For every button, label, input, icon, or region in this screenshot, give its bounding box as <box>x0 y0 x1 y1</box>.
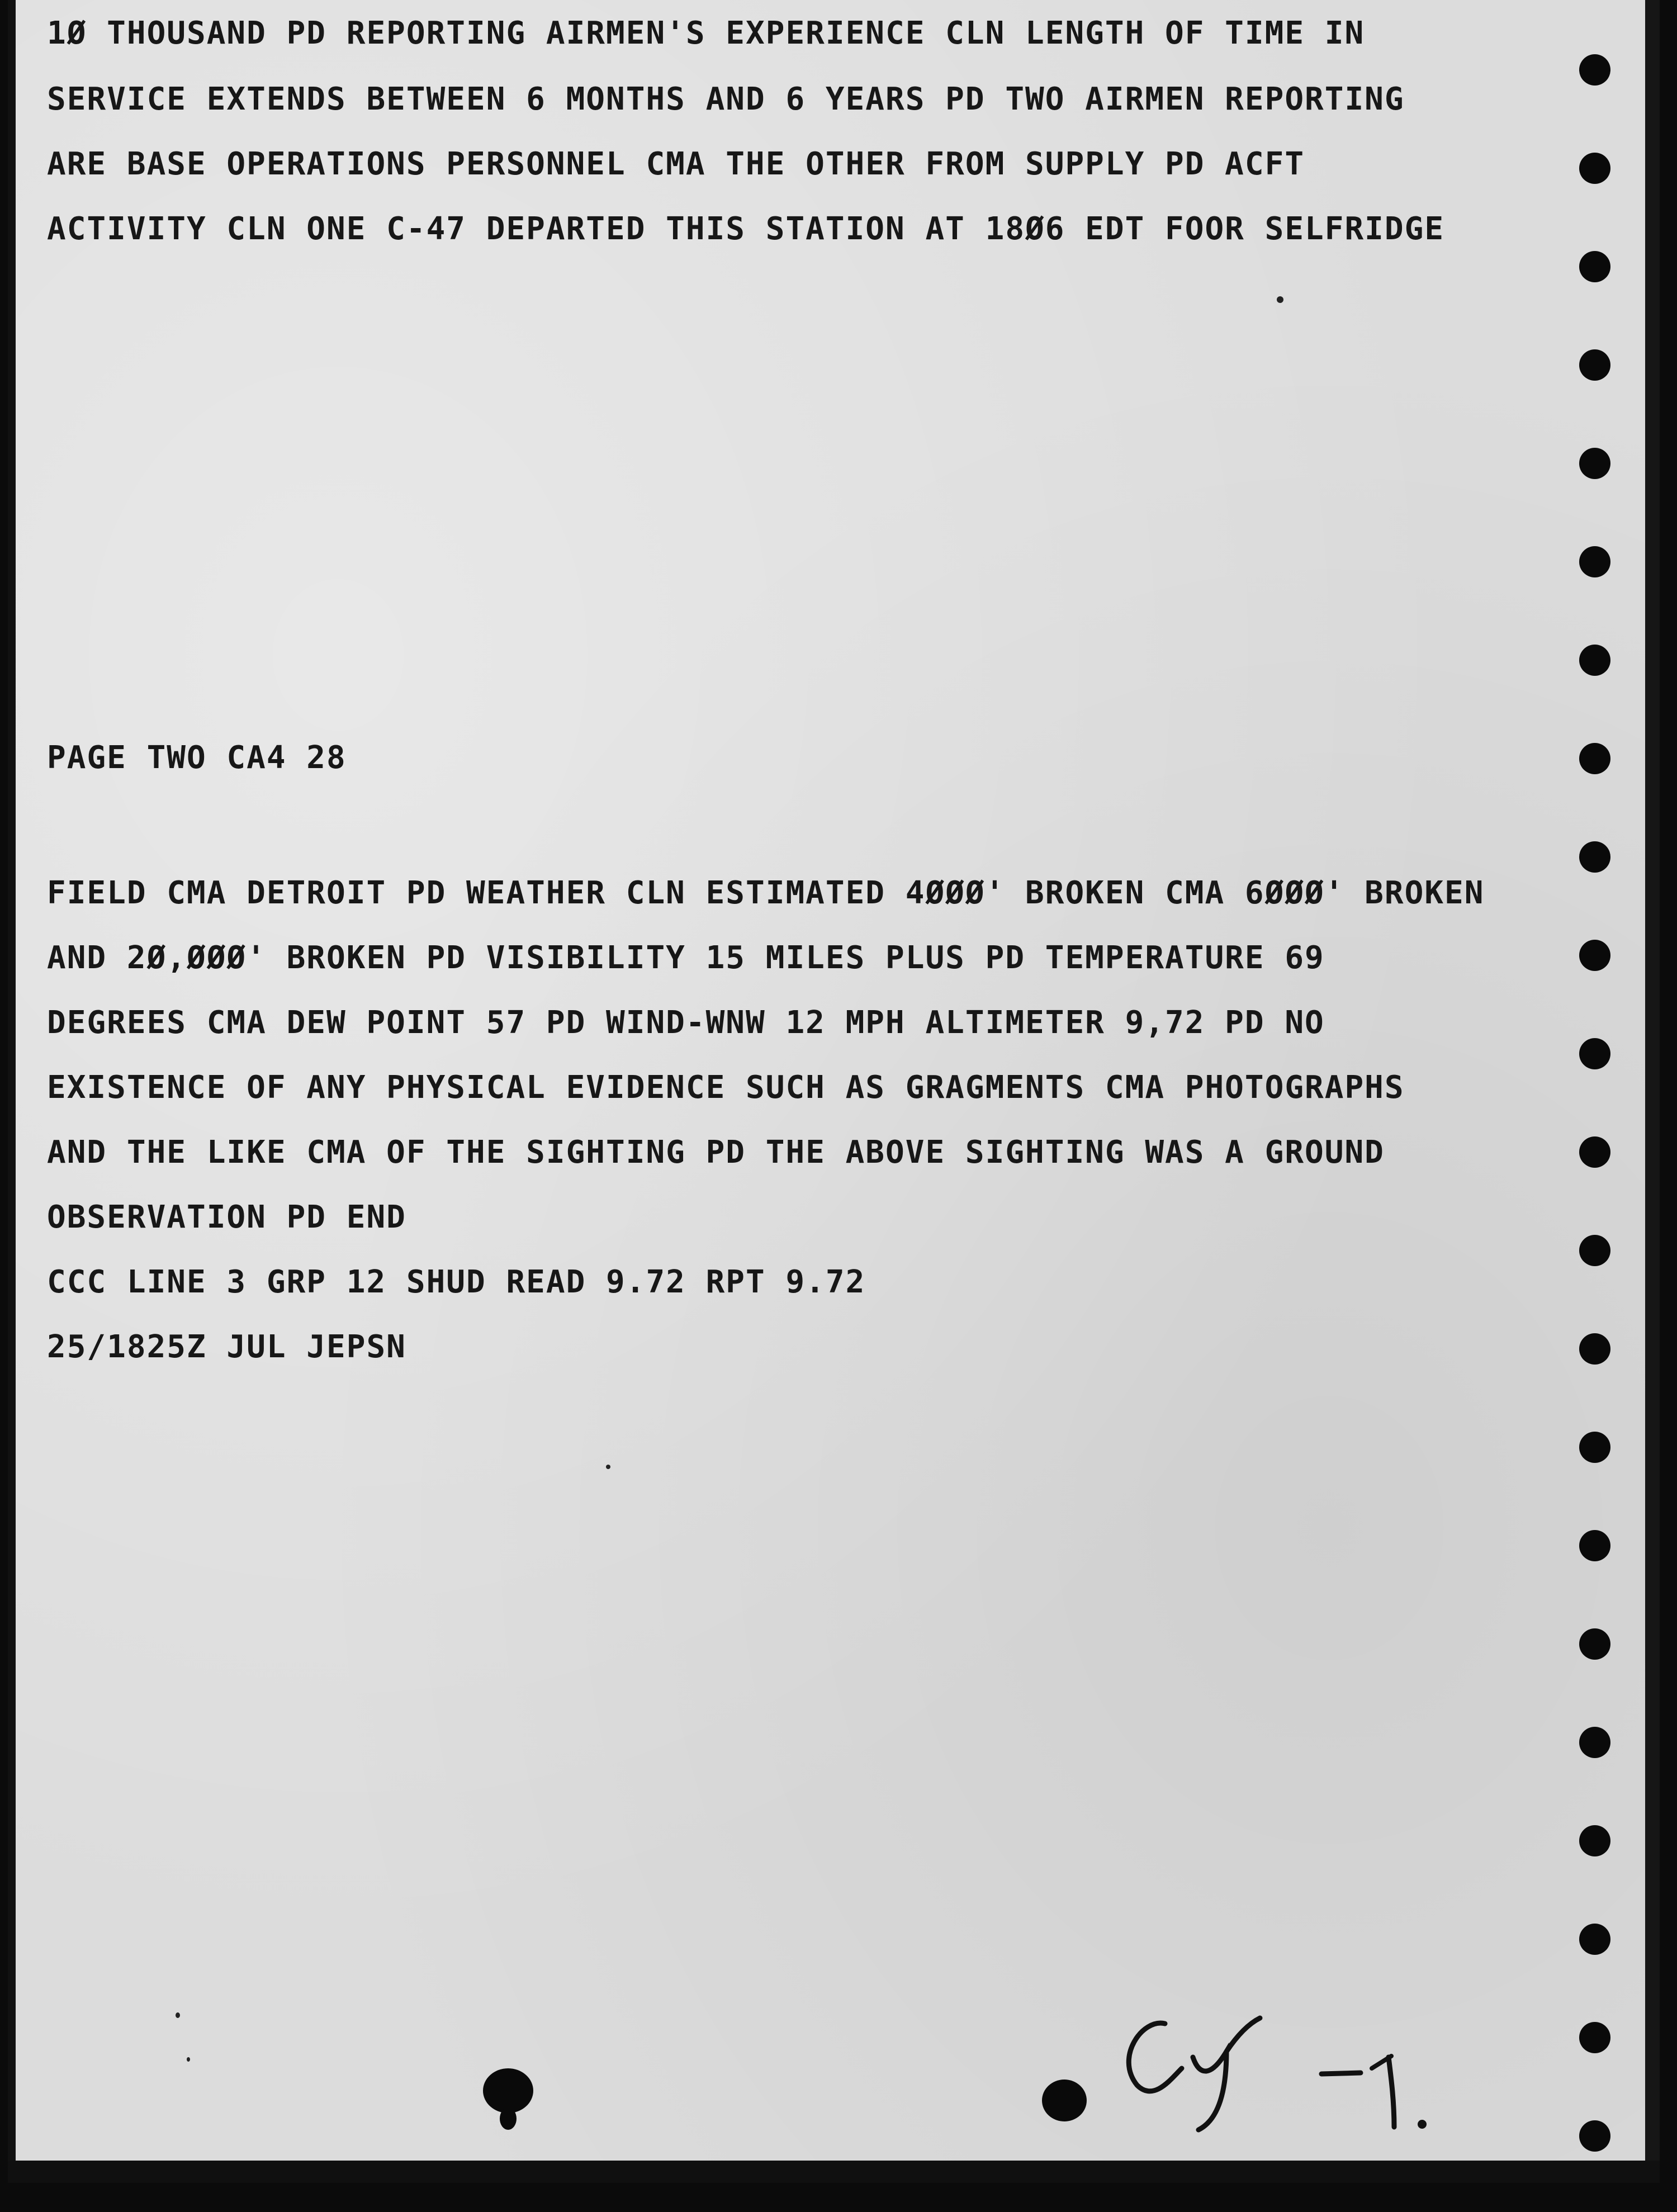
text-line-5: FIELD CMA DETROIT PD WEATHER CLN ESTIMATED 4ØØØ' BROKEN CMA 6ØØØ' BROKEN <box>47 875 1485 911</box>
feed-hole <box>1579 54 1610 86</box>
feed-hole <box>1579 1038 1610 1069</box>
feed-hole <box>1579 2120 1610 2152</box>
feed-hole <box>1579 1924 1610 1955</box>
text-line-11: CCC LINE 3 GRP 12 SHUD READ 9.72 RPT 9.72 <box>47 1264 866 1300</box>
feed-hole <box>1579 841 1610 873</box>
text-line-7: DEGREES CMA DEW POINT 57 PD WIND-WNW 12 MPH ALTIMETER 9,72 PD NO <box>47 1005 1325 1041</box>
ink-blot <box>483 2068 533 2113</box>
text-line-3: ARE BASE OPERATIONS PERSONNEL CMA THE OTHER FROM SUPPLY PD ACFT <box>47 146 1305 182</box>
teletype-page <box>8 0 1660 2183</box>
feed-hole <box>1579 448 1610 479</box>
feed-hole <box>1579 349 1610 381</box>
text-line-6: AND 2Ø,ØØØ' BROKEN PD VISIBILITY 15 MILES PLUS PD TEMPERATURE 69 <box>47 940 1325 976</box>
feed-hole <box>1579 645 1610 676</box>
feed-hole <box>1579 743 1610 774</box>
feed-hole <box>1579 546 1610 577</box>
text-line-2: SERVICE EXTENDS BETWEEN 6 MONTHS AND 6 YEARS PD TWO AIRMEN REPORTING <box>47 81 1405 117</box>
feed-hole <box>1579 1333 1610 1365</box>
text-line-8: EXISTENCE OF ANY PHYSICAL EVIDENCE SUCH AS GRAGMENTS CMA PHOTOGRAPHS <box>47 1069 1405 1106</box>
speck <box>187 2057 190 2062</box>
feed-hole <box>1579 1825 1610 1856</box>
handwritten-note <box>1059 1990 1450 2135</box>
speck <box>176 2012 180 2018</box>
feed-hole <box>1579 940 1610 971</box>
feed-hole <box>1579 1432 1610 1463</box>
speck <box>606 1465 610 1469</box>
text-line-9: AND THE LIKE CMA OF THE SIGHTING PD THE ABOVE SIGHTING WAS A GROUND <box>47 1134 1385 1171</box>
feed-hole <box>1579 2022 1610 2053</box>
feed-hole <box>1579 1235 1610 1266</box>
feed-hole <box>1579 1530 1610 1561</box>
text-line-12: 25/1825Z JUL JEPSN <box>47 1329 406 1365</box>
feed-hole <box>1579 1136 1610 1168</box>
speck <box>1277 296 1283 303</box>
text-line-10: OBSERVATION PD END <box>47 1199 406 1235</box>
ink-blot <box>500 2107 517 2130</box>
feed-hole <box>1579 153 1610 184</box>
feed-hole <box>1579 251 1610 282</box>
bottom-page-edge <box>8 2161 1660 2183</box>
feed-hole <box>1579 1727 1610 1758</box>
feed-hole <box>1579 1628 1610 1660</box>
text-line-4: ACTIVITY CLN ONE C-47 DEPARTED THIS STATION AT 18Ø6 EDT FOOR SELFRIDGE <box>47 211 1445 247</box>
left-page-edge <box>8 0 16 2183</box>
right-page-edge <box>1645 0 1660 2183</box>
text-line-1: 1Ø THOUSAND PD REPORTING AIRMEN'S EXPERIENCE CLN LENGTH OF TIME IN <box>47 15 1365 51</box>
page-header: PAGE TWO CA4 28 <box>47 740 347 776</box>
